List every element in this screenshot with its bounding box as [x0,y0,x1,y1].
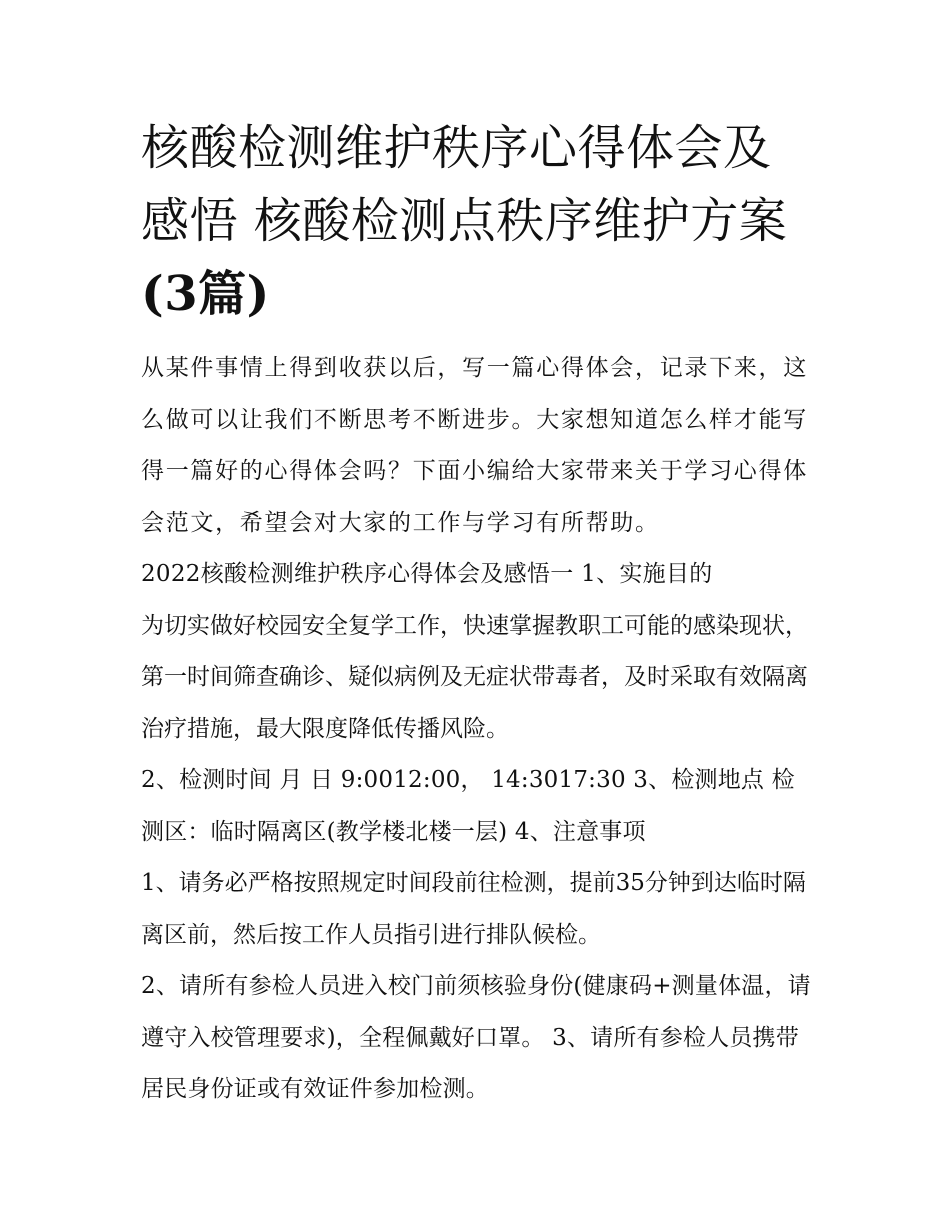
purpose-paragraph: 为切实做好校园安全复学工作，快速掌握教职工可能的感染现状，第一时间筛查确诊、疑似病例及无症状带毒者，及时采取有效隔离治疗措施，最大限度降低传播风险。 [141,612,808,742]
title-line-1: 核酸检测维护秩序心得体会及 [141,120,772,176]
time-location-paragraph: 2、检测时间 月 日 9:0012:00， 14:3017:30 3、检测地点 检测区：临时隔离区(教学楼北楼一层) 4、注意事项 [141,767,795,845]
intro-paragraph: 从某件事情上得到收获以后，写一篇心得体会，记录下来，这么做可以让我们不断思考不断进步。大家想知道怎么样才能写得一篇好的心得体会吗？下面小编给大家带来关于学习心得体会范文，希望会对大家的工作与学习有所帮助。 [141,355,808,536]
document-page [141,112,813,1116]
notice-item-1: 1、请务必严格按照规定时间段前往检测，提前35分钟到达临时隔离区前，然后按工作人员指引进行排队候检。 [141,870,806,948]
document-title [141,112,813,331]
title-line-2: 感悟 核酸检测点秩序维护方案 [141,193,788,249]
notice-item-2-3: 2、请所有参检人员进入校门前须核验身份(健康码+测量体温，请遵守入校管理要求)，全程佩戴好口罩。 3、请所有参检人员携带居民身份证或有效证件参加检测。 [141,973,811,1102]
section-heading: 2022核酸检测维护秩序心得体会及感悟一 1、实施目的 [141,561,713,587]
title-line-3: (3篇) [141,266,270,322]
